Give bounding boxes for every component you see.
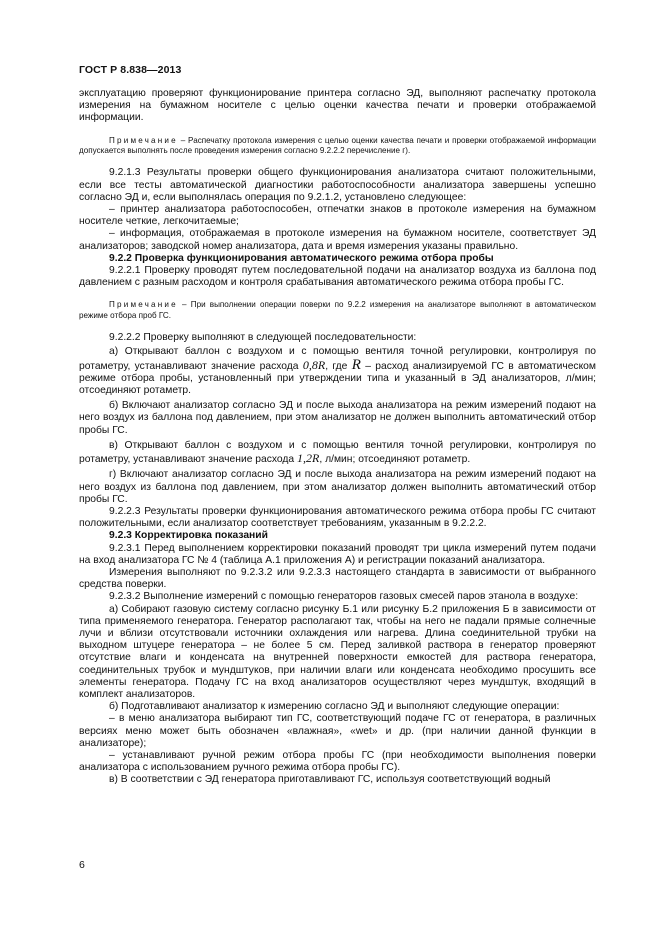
formula: R — [351, 356, 361, 373]
list-item: б) Подготавливают анализатор к измерению согласно ЭД и выполняют следующие операции: — [109, 701, 560, 713]
document-body — [79, 88, 596, 787]
list-item: – принтер анализатора работоспособен, отпечатки знаков в протоколе измерения на бумажном носителе четкие, легкочитаемые; — [79, 204, 596, 228]
list-item: г) Включают анализатор согласно ЭД и после выхода анализатора на режим измерений подают на него воздух из баллона под давлением, при этом анализатор должен выполнить автоматический отбор пробы ГС. — [79, 469, 596, 505]
section-heading: 9.2.2 Проверка функционирования автоматического режима отбора пробы — [109, 252, 494, 264]
note-label: Примечание — [109, 135, 178, 145]
paragraph: Измерения выполняют по 9.2.3.2 или 9.2.3.3 настоящего стандарта в зависимости от выбранного средства поверки. — [79, 566, 596, 591]
list-item: а) Собирают газовую систему согласно рисунку Б.1 или рисунку Б.2 приложения Б в зависимости от типа применяемого генератора. Генератор располагают так, чтобы на него не падали прямые солнечные лучи и вблизи отсутствовали источники охлаждения или нагрева. Длина соединительной трубки на выходном штуцере генератора – не более 5 см. Перед заливкой раствора в генератор проверяют отсутствие влаги и конденсата на внутренней поверхности емкостей для раствора генератора, соединительных трубок и мундштуков, при наличии влаги или конденсата необходимо просушить все элементы генератора. Подачу ГС на вход анализаторов осуществляют через мундштук, входящий в комплект анализаторов. — [79, 603, 596, 700]
note-label: Примечание — [109, 300, 178, 310]
list-item: б) Включают анализатор согласно ЭД и после выхода анализатора на режим измерений подают на него воздух из баллона под давлением, при этом анализатор не должен выполнить автоматический отбор пробы ГС. — [79, 400, 596, 436]
text-run: – расход анализируемой ГС в автоматическом режиме отбора пробы, установленный при утверждении типа и указанный в ЭД анализаторов, л/мин; отсоединяют ротаметр. — [79, 360, 596, 397]
list-item — [79, 440, 596, 466]
list-item: в) В соответствии с ЭД генератора приготавливают ГС, используя соответствующий водный — [109, 774, 551, 786]
document-header: ГОСТ Р 8.838—2013 — [79, 64, 182, 76]
note-text: – При выполнении операции поверки по 9.2.2 измерения на анализаторе выполняют в автоматическом режиме отбора проб ГС. — [79, 300, 596, 320]
text-run: а) Открывают баллон с воздухом и с помощью вентиля точной регулировки, контролируя по ротаметру, устанавливают значение расхода — [79, 346, 596, 372]
page-number: 6 — [79, 859, 85, 871]
paragraph: 9.2.1.3 Результаты проверки общего функционирования анализатора считают положительными, если все тесты автоматической диагностики работоспособности анализатора завершены успешно согласно ЭД и, если выполнялась операция по 9.2.1.2, установлено следующее: — [79, 167, 596, 203]
text-run: , л/мин; отсоединяют ротаметр. — [319, 454, 471, 466]
paragraph: эксплуатацию проверяют функционирование принтера согласно ЭД, выполняют распечатку протокола измерения на бумажном носителе с целью оценки качества печати и проверки отображаемой информации. — [79, 88, 596, 124]
paragraph: 9.2.3.2 Выполнение измерений с помощью генераторов газовых смесей паров этанола в воздухе: — [109, 591, 579, 603]
formula: 1,2R — [297, 451, 320, 466]
list-item: – в меню анализатора выбирают тип ГС, соответствующий подаче ГС от генератора, в различных версиях меню может быть обозначен «влажная», «wet» и др. (при наличии данной функции в анализаторе); — [79, 713, 596, 749]
formula: 0,8R — [302, 357, 326, 372]
paragraph: 9.2.2.2 Проверку выполняют в следующей последовательности: — [109, 332, 417, 344]
paragraph: 9.2.3.1 Перед выполнением корректировки показаний проводят три цикла измерений путем подачи на вход анализатора ГС № 4 (таблица А.1 приложения А) и регистрации показаний анализатора. — [79, 542, 596, 566]
paragraph: 9.2.2.3 Результаты проверки функционирования автоматического режима отбора пробы ГС считают положительными, если анализатор соответствует требованиям, указанным в 9.2.2.2. — [79, 505, 596, 530]
text-run: в) Открывают баллон с воздухом и с помощью вентиля точной регулировки, контролируя по ротаметру, устанавливают значение расхода — [79, 439, 596, 466]
paragraph: 9.2.2.1 Проверку проводят путем последовательной подачи на анализатор воздуха из баллона под давлением с разным расходом и контроля срабатывания автоматического режима отбора пробы ГС. — [79, 265, 596, 289]
section-heading: 9.2.3 Корректировка показаний — [109, 530, 268, 542]
note-text: – Распечатку протокола измерения с целью оценки качества печати и проверки отображаемой информации допускается выполнять после проведения измерения согласно 9.2.2.2 перечисление г). — [79, 135, 596, 156]
text-run: , где — [325, 360, 352, 372]
note-1 — [79, 136, 596, 157]
note-2 — [79, 300, 596, 321]
list-item: – устанавливают ручной режим отбора пробы ГС (при необходимости выполнения поверки анализатора с использованием ручного режима отбора пробы ГС). — [79, 749, 596, 774]
list-item: – информация, отображаемая в протоколе измерения на бумажном носителе, соответствует ЭД анализаторов; заводской номер анализатора, дата и время измерения указаны правильно. — [79, 228, 596, 252]
list-item — [79, 346, 596, 397]
